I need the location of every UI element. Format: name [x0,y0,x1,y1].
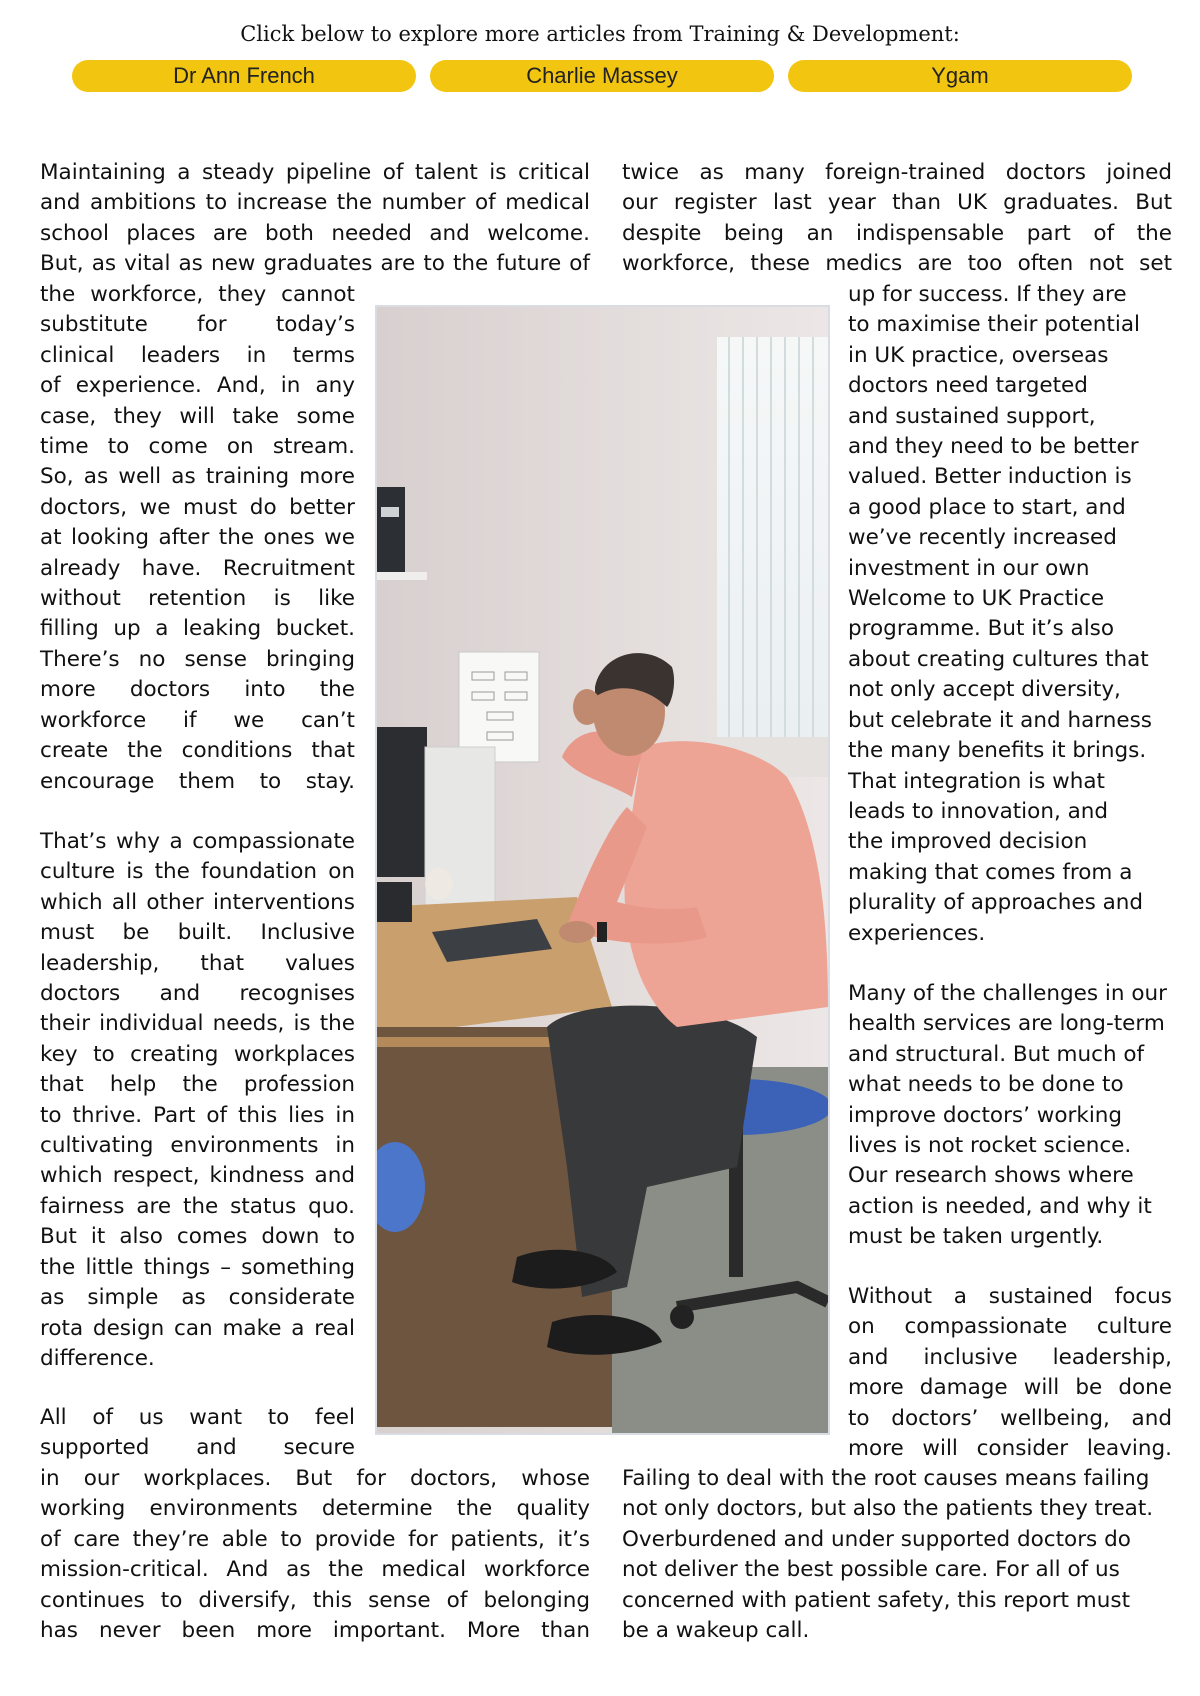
text-line: fairness are the status quo. [40,1193,355,1219]
text-line: All of us want to feel [40,1405,355,1430]
text-line: the improved decision [848,829,1088,855]
text-line: case, they will take some [40,403,355,429]
text-line: a good place to start, and [848,494,1126,520]
text-line: lives is not rocket science. [848,1133,1132,1159]
text-line: Without a sustained focus [848,1284,1172,1309]
text-line: experiences. [848,920,986,946]
left-column-paragraph-1 [40,280,355,797]
right-column-top-text [622,158,1172,280]
text-line: mission-critical. And as the medical workforce [40,1557,590,1583]
text-line: in our workplaces. But for doctors, whose [40,1466,590,1491]
text-line: up for success. If they are [848,282,1127,307]
right-column-bottom-text [622,1464,1172,1646]
text-line: workforce if we can’t [40,707,355,733]
text-line: There’s no sense bringing [40,646,355,672]
text-line: continues to diversify, this sense of belonging [40,1587,590,1613]
text-line: concerned with patient safety, this report must [622,1587,1131,1613]
text-line: health services are long-term [848,1011,1165,1037]
text-line: and ambitions to increase the number of medical [40,190,590,216]
left-column-paragraph-3 [40,1403,355,1464]
text-line: culture is the foundation on [40,859,355,885]
text-line: filling up a leaking bucket. [40,616,355,642]
text-line: cultivating environments in [40,1133,355,1159]
text-line: which all other interventions [40,889,355,915]
text-line: action is needed, and why it [848,1193,1152,1219]
text-line: create the conditions that [40,738,355,764]
right-column-paragraph-1 [848,280,1172,949]
text-line: encourage them to stay. [40,768,355,794]
text-line: has never been more important. More than [40,1618,590,1644]
right-column-paragraph-2 [848,979,1172,1253]
text-line: workforce, these medics are too often not set [622,251,1172,277]
left-column-bottom-text [40,1464,590,1646]
text-line: Many of the challenges in our [848,981,1167,1006]
text-line: more damage will be done [848,1375,1172,1401]
text-line: not only doctors, but also the patients they treat. [622,1496,1154,1522]
text-line: their individual needs, is the [40,1011,355,1037]
text-line: doctors, we must do better [40,494,355,520]
text-line: must be built. Inclusive [40,920,355,946]
text-line: valued. Better induction is [848,464,1132,490]
text-line: more doctors into the [40,677,355,703]
text-line: But it also comes down to [40,1224,355,1250]
text-line: key to creating workplaces [40,1041,355,1067]
text-line: That’s why a compassionate [40,829,355,854]
link-dr-ann-french[interactable]: Dr Ann French [72,60,416,92]
text-line: on compassionate culture [848,1314,1172,1340]
text-line: That integration is what [848,768,1105,794]
text-line: Our research shows where [848,1163,1134,1189]
text-line: clinical leaders in terms [40,342,355,368]
text-line: that help the profession [40,1072,355,1098]
text-line: despite being an indispensable part of the [622,220,1172,246]
text-line: doctors need targeted [848,373,1088,399]
text-line: already have. Recruitment [40,555,355,581]
text-line: be a wakeup call. [622,1618,810,1644]
text-line: leadership, that values [40,950,355,976]
text-line: of experience. And, in any [40,373,355,399]
text-line: plurality of approaches and [848,890,1144,916]
text-line: but celebrate it and harness [848,707,1152,733]
text-line: of care they’re able to provide for patients, it’s [40,1526,590,1552]
text-line: without retention is like [40,586,355,612]
text-line: the many benefits it brings. [848,738,1147,764]
text-line: and sustained support, [848,403,1096,429]
text-line: not deliver the best possible care. For all of us [622,1557,1120,1583]
text-line: the workforce, they cannot [40,282,355,307]
text-line: making that comes from a [848,859,1133,885]
text-line: Failing to deal with the root causes means failing [622,1466,1150,1491]
text-line: twice as many foreign-trained doctors joined [622,160,1172,185]
text-line: and structural. But much of [848,1041,1145,1067]
text-line: what needs to be done to [848,1072,1124,1098]
link-charlie-massey[interactable]: Charlie Massey [430,60,774,92]
text-line: difference. [40,1345,155,1371]
text-line: school places are both needed and welcome. [40,220,590,246]
text-line: supported and secure [40,1435,355,1461]
text-line: leads to innovation, and [848,798,1109,824]
right-column-paragraph-3 [848,1282,1172,1464]
text-line: So, as well as training more [40,464,355,490]
text-line: But, as vital as new graduates are to the future of [40,251,590,277]
text-line: we’ve recently increased [848,525,1117,551]
text-line: to doctors’ wellbeing, and [848,1405,1172,1431]
text-line: programme. But it’s also [848,616,1115,642]
text-line: time to come on stream. [40,434,355,460]
left-column-paragraph-2 [40,827,355,1374]
text-line: Welcome to UK Practice [848,586,1105,612]
text-line: to maximise their potential [848,312,1140,338]
text-line: the little things – something [40,1254,355,1280]
text-line: our register last year than UK graduates. But [622,190,1172,216]
text-line: which respect, kindness and [40,1163,355,1189]
text-line: rota design can make a real [40,1315,355,1341]
doctor-at-desk-photo [375,305,830,1435]
text-line: as simple as considerate [40,1285,355,1311]
text-line: at looking after the ones we [40,525,355,551]
text-line: and they need to be better [848,434,1139,460]
text-line: Overburdened and under supported doctors do [622,1526,1131,1552]
link-ygam[interactable]: Ygam [788,60,1132,92]
text-line: more will consider leaving. [848,1436,1172,1462]
text-line: not only accept diversity, [848,677,1121,703]
text-line: must be taken urgently. [848,1224,1104,1250]
text-line: doctors and recognises [40,981,355,1007]
text-line: in UK practice, overseas [848,342,1109,368]
text-line: to thrive. Part of this lies in [40,1102,355,1128]
text-line: about creating cultures that [848,646,1149,672]
text-line: improve doctors’ working [848,1102,1123,1128]
articles-prompt: Click below to explore more articles from Training & Development: [240,22,960,46]
text-line: substitute for today’s [40,312,355,338]
left-column-top-text [40,158,590,280]
text-line: investment in our own [848,555,1090,581]
text-line: working environments determine the quality [40,1496,590,1522]
text-line: Maintaining a steady pipeline of talent is critical [40,160,590,185]
text-line: and inclusive leadership, [848,1344,1172,1370]
